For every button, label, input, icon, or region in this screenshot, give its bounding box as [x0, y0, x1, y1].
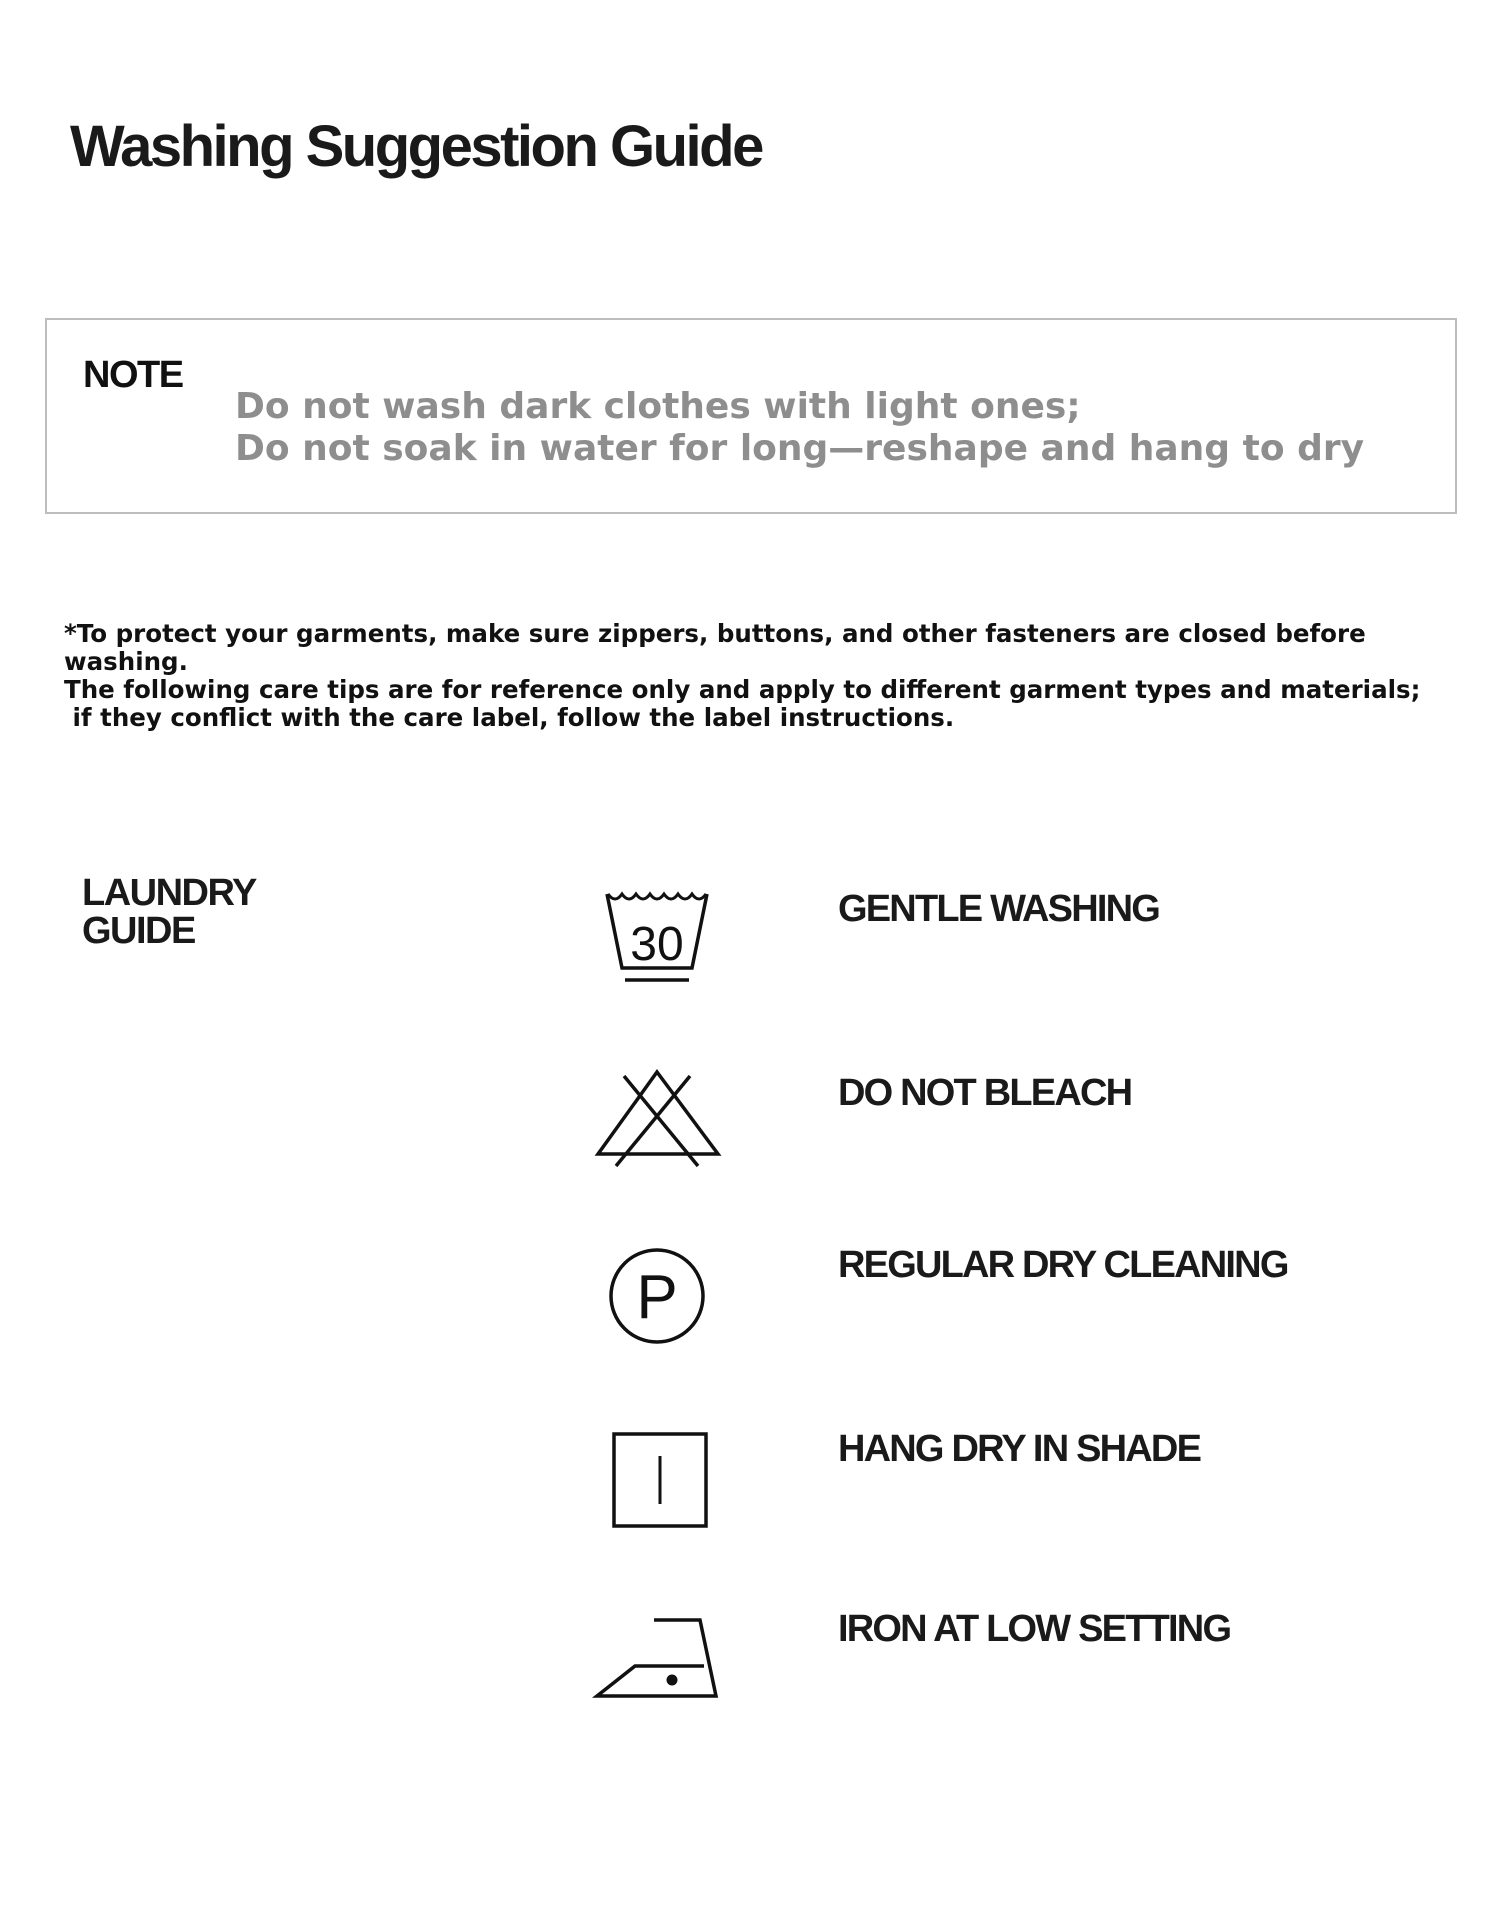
disclaimer-line: *To protect your garments, make sure zippers, buttons, and other fasteners are closed before washing. [64, 619, 1366, 676]
disclaimer-line: if they conflict with the care label, follow the label instructions. [64, 703, 955, 732]
wash-30-icon [590, 884, 730, 1004]
note-text [235, 386, 1364, 470]
laundry-guide-heading [82, 874, 322, 950]
care-item-label: GENTLE WASHING [838, 888, 1160, 930]
care-item-label: DO NOT BLEACH [838, 1072, 1132, 1114]
care-item-label: REGULAR DRY CLEANING [838, 1244, 1288, 1286]
care-item-label: IRON AT LOW SETTING [838, 1608, 1231, 1650]
note-line: Do not soak in water for long—reshape and hang to dry [235, 428, 1365, 469]
care-item-do-not-bleach [590, 1068, 1350, 1188]
care-item-label: HANG DRY IN SHADE [838, 1428, 1201, 1470]
care-item-hang-dry-in-shade [590, 1424, 1350, 1544]
wash-temperature: 30 [630, 918, 684, 971]
page-title: Washing Suggestion Guide [70, 114, 762, 179]
disclaimer-line: The following care tips are for reference only and apply to different garment types and materials; [64, 675, 1421, 704]
hang-dry-shade-icon [590, 1424, 730, 1544]
note-box [45, 318, 1457, 514]
note-line: Do not wash dark clothes with light ones; [235, 386, 1081, 427]
note-label: NOTE [83, 354, 183, 396]
iron-low-icon [590, 1604, 730, 1724]
care-disclaimer [64, 620, 1444, 732]
laundry-guide-heading-text: LAUNDRY GUIDE [82, 872, 256, 952]
care-item-gentle-washing [590, 884, 1350, 1004]
dry-clean-letter: P [636, 1263, 678, 1332]
dry-clean-p-icon [590, 1240, 730, 1360]
care-item-iron-at-low-setting [590, 1604, 1350, 1724]
no-bleach-icon [590, 1068, 730, 1188]
care-item-regular-dry-cleaning [590, 1240, 1350, 1360]
